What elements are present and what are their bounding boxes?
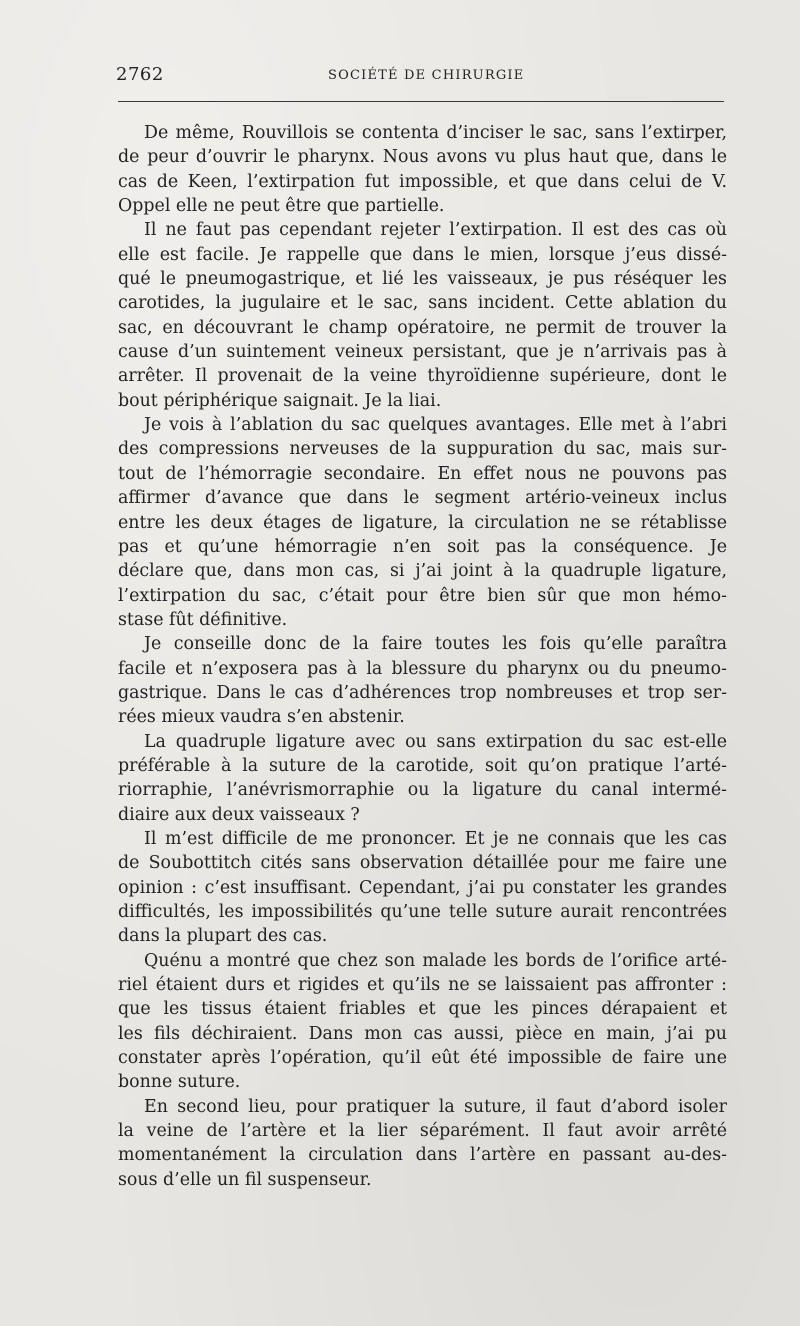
- text-line: difficultés, les impossibilités qu’une telle suture aurait rencontrées: [118, 902, 727, 922]
- text-line: pas et qu’une hémorragie n’en soit pas la conséquence. Je: [118, 536, 727, 557]
- text-line: entre les deux étages de ligature, la circulation ne se rétablisse: [118, 512, 727, 533]
- text-line: bonne suture.: [118, 1072, 241, 1093]
- paragraph: [118, 413, 727, 632]
- text-line: préférable à la suture de la carotide, soit qu’on pratique l’arté-: [118, 755, 727, 776]
- running-head: [116, 62, 726, 92]
- text-line: Quénu a montré que chez son malade les bords de l’orifice arté-: [144, 950, 727, 971]
- text-line: sac, en découvrant le champ opératoire, ne permit de trouver la: [118, 317, 727, 338]
- text-line: arrêter. Il provenait de la veine thyroïdienne supérieure, dont le: [118, 366, 727, 387]
- text-line: Il m’est difficile de me prononcer. Et je ne connais que les cas: [144, 828, 727, 849]
- paragraph: [118, 949, 727, 1095]
- page-number: 2762: [116, 64, 164, 85]
- text-line: sous d’elle un fil suspenseur.: [118, 1169, 372, 1190]
- paragraph: [118, 730, 727, 827]
- text-line: dans la plupart des cas.: [118, 926, 328, 947]
- text-line: Oppel elle ne peut être que partielle.: [118, 196, 445, 217]
- paragraph: [118, 632, 727, 729]
- text-line: riorraphie, l’anévrismorraphie ou la ligature du canal intermé-: [118, 780, 727, 801]
- text-line: carotides, la jugulaire et le sac, sans incident. Cette ablation du: [118, 293, 727, 314]
- text-line: tout de l’hémorragie secondaire. En effet nous ne pouvons pas: [118, 463, 727, 484]
- text-line: facile et n’exposera pas à la blessure du pharynx ou du pneumo-: [118, 658, 727, 679]
- paragraph: [118, 827, 727, 949]
- text-line: opinion : c’est insuffisant. Cependant, j’ai pu constater les grandes: [118, 877, 727, 898]
- text-line: affirmer d’avance que dans le segment artério-veineux inclus: [118, 488, 727, 509]
- text-line: constater après l’opération, qu’il eût été impossible de faire une: [118, 1048, 727, 1069]
- text-line: bout périphérique saignait. Je la liai.: [118, 390, 442, 411]
- paragraph: [118, 1095, 727, 1192]
- journal-title: SOCIÉTÉ DE CHIRURGIE: [328, 68, 525, 83]
- text-line: déclare que, dans mon cas, si j’ai joint à la quadruple ligature,: [118, 561, 727, 582]
- text-line: de peur d’ouvrir le pharynx. Nous avons vu plus haut que, dans le: [118, 147, 727, 168]
- paragraph: [118, 121, 727, 218]
- text-line: En second lieu, pour pratiquer la suture, il faut d’abord isoler: [144, 1096, 727, 1117]
- text-line: Je vois à l’ablation du sac quelques avantages. Elle met à l’abri: [144, 415, 727, 436]
- text-line: De même, Rouvillois se contenta d’inciser le sac, sans l’extirper,: [144, 123, 727, 143]
- text-line: gastrique. Dans le cas d’adhérences trop nombreuses et trop ser-: [118, 682, 727, 703]
- header-rule: [118, 101, 724, 102]
- text-line: elle est facile. Je rappelle que dans le mien, lorsque j’eus dissé-: [118, 244, 727, 265]
- paragraph: [118, 218, 727, 413]
- text-line: Je conseille donc de la faire toutes les fois qu’elle paraîtra: [144, 634, 727, 655]
- text-line: riel étaient durs et rigides et qu’ils ne se laissaient pas affronter :: [118, 975, 727, 996]
- text-line: cause d’un suintement veineux persistant, que je n’arrivais pas à: [118, 342, 727, 363]
- text-line: cas de Keen, l’extirpation fut impossible, et que dans celui de V.: [118, 171, 727, 192]
- text-line: de Soubottitch cités sans observation détaillée pour me faire une: [118, 853, 727, 874]
- text-line: que les tissus étaient friables et que les pinces dérapaient et: [118, 999, 727, 1020]
- text-line: Il ne faut pas cependant rejeter l’extirpation. Il est des cas où: [144, 220, 727, 241]
- text-line: les fils déchiraient. Dans mon cas aussi, pièce en main, j’ai pu: [118, 1023, 727, 1044]
- body-text: [118, 121, 727, 1192]
- text-line: momentanément la circulation dans l’artère en passant au-des-: [118, 1145, 727, 1166]
- text-line: qué le pneumogastrique, et lié les vaisseaux, je pus réséquer les: [118, 269, 727, 290]
- text-line: des compressions nerveuses de la suppuration du sac, mais sur-: [118, 439, 727, 460]
- text-line: l’extirpation du sac, c’était pour être bien sûr que mon hémo-: [118, 585, 727, 606]
- text-line: stase fût définitive.: [118, 609, 288, 630]
- text-line: diaire aux deux vaisseaux ?: [118, 804, 360, 825]
- text-line: La quadruple ligature avec ou sans extirpation du sac est-elle: [144, 731, 727, 752]
- text-line: la veine de l’artère et la lier séparément. Il faut avoir arrêté: [118, 1121, 727, 1142]
- text-line: rées mieux vaudra s’en abstenir.: [118, 707, 405, 728]
